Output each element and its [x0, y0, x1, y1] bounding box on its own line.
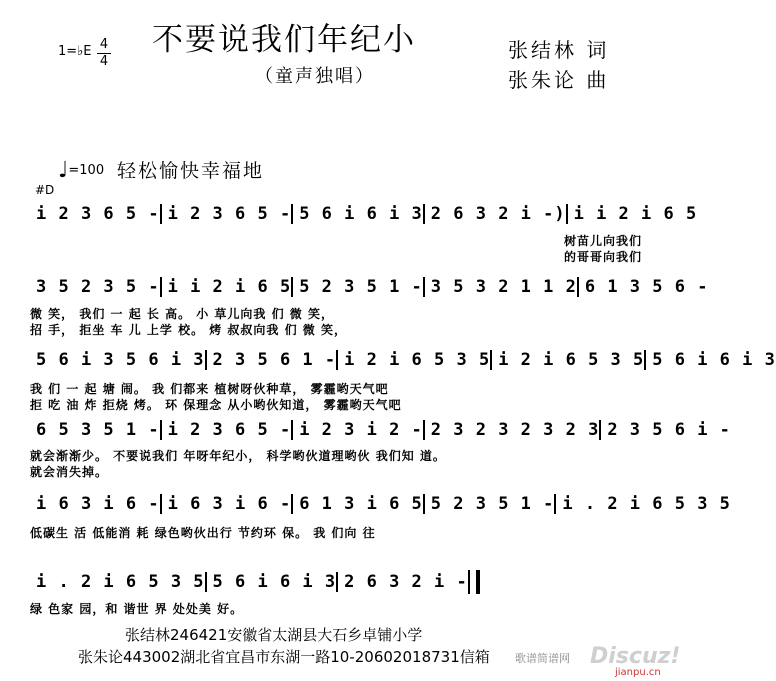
measure: i 2 i 6 5 3 5 [336, 350, 490, 370]
key-signature: 1=♭E [58, 44, 92, 59]
measure: 2 6 3 2 i -) [423, 204, 566, 224]
music-line-5 [30, 488, 731, 519]
song-subtitle: （童声独唱） [255, 66, 375, 87]
lyric-line: 微 笑， 我们 一 起 长 高。 小 草儿向我 们 微 笑， [30, 307, 334, 321]
key-change-mark: #D [35, 183, 55, 197]
lyric-line: 树苗儿向我们 [563, 234, 642, 248]
measure: i i 2 i 6 5 [566, 204, 698, 224]
meter-bottom: 4 [99, 54, 109, 69]
music-line-3 [30, 344, 776, 375]
watermark-logo: Discuz! [590, 644, 681, 669]
music-line-2 [30, 271, 709, 302]
measure: i . 2 i 6 5 3 5 [36, 572, 205, 592]
measure: i 6 3 i 6 - [36, 494, 160, 514]
measure: 6 1 3 5 6 - [577, 277, 709, 297]
meter-top: 4 [99, 37, 109, 52]
watermark-site: 歌谱简谱网 [515, 652, 570, 665]
measure: i 2 i 6 5 3 5 [490, 350, 644, 370]
measure: 5 6 i 3 5 6 i 3 [36, 350, 205, 370]
lyricist-credit: 张结林 词 [508, 38, 610, 62]
measure: i 6 3 i 6 - [160, 494, 292, 514]
lyric-line: 低碳生 活 低能消 耗 绿色哟伙出行 节约环 保。 我 们向 往 [30, 526, 376, 540]
measure: 6 1 3 i 6 5 [291, 494, 423, 514]
composer-credit: 张朱论 曲 [508, 68, 610, 92]
lyric-line: 招 手， 拒坐 车 儿 上学 校。 烤 叔叔向我 们 微 笑， [30, 323, 347, 337]
tempo-mark: ♩=100 [58, 158, 105, 183]
lyric-line: 拒 吃 油 炸 拒烧 烤。 环 保理念 从小哟伙知道， 雾霾哟天气吧 [30, 398, 402, 412]
lyric-line: 就会渐渐少。 不要说我们 年呀年纪小， 科学哟伙道理哟伙 我们知 道。 [30, 449, 446, 463]
measure: i . 2 i 6 5 3 5 [554, 494, 731, 514]
measure: 3 5 3 2 1 1 2 [423, 277, 577, 297]
measure: i 2 3 6 5 - [160, 420, 292, 440]
measure: 5 6 i 6 i 3 [205, 572, 337, 592]
measure: i 2 3 6 5 - [36, 204, 160, 224]
lyric-line: 我 们 一 起 塘 闹。 我 们都来 植树呀伙种草， 雾霾哟天气吧 [30, 382, 389, 396]
measure: 5 6 i 6 i 3 [291, 204, 423, 224]
measure: 2 6 3 2 i - [336, 572, 468, 592]
song-title: 不要说我们年纪小 [152, 22, 416, 58]
measure: 3 5 2 3 5 - [36, 277, 160, 297]
measure: 2 3 5 6 1 - [205, 350, 337, 370]
mood-mark: 轻松愉快幸福地 [117, 160, 265, 182]
watermark-domain: jianpu.cn [615, 667, 661, 678]
measure: 2 3 2 3 2 3 2 3 [423, 420, 600, 440]
contact-lyricist: 张结林246421安徽省太湖县大石乡卓铺小学 [125, 626, 423, 644]
measure: 2 3 5 6 i - [599, 420, 731, 440]
measure: 5 2 3 5 1 - [423, 494, 555, 514]
measure: i 2 3 6 5 - [160, 204, 292, 224]
measure: 5 2 3 5 1 - [291, 277, 423, 297]
lyric-line: 的哥哥向我们 [563, 250, 642, 264]
quarter-note-icon: ♩ [58, 158, 69, 183]
final-barline [468, 570, 480, 594]
lyric-line: 就会消失掉。 [30, 465, 109, 479]
contact-composer: 张朱论443002湖北省宜昌市东湖一路10-20602018731信箱 [78, 648, 490, 666]
measure: i 2 3 i 2 - [291, 420, 423, 440]
measure: i i 2 i 6 5 [160, 277, 292, 297]
music-line-4 [30, 414, 731, 445]
music-line-6 [30, 566, 468, 597]
time-signature [97, 38, 111, 69]
measure: 6 5 3 5 1 - [36, 420, 160, 440]
music-line-1 [30, 198, 698, 229]
lyric-line: 绿 色家 园，和 谐世 界 处处美 好。 [30, 602, 244, 616]
measure: 5 6 i 6 i 3 [644, 350, 776, 370]
